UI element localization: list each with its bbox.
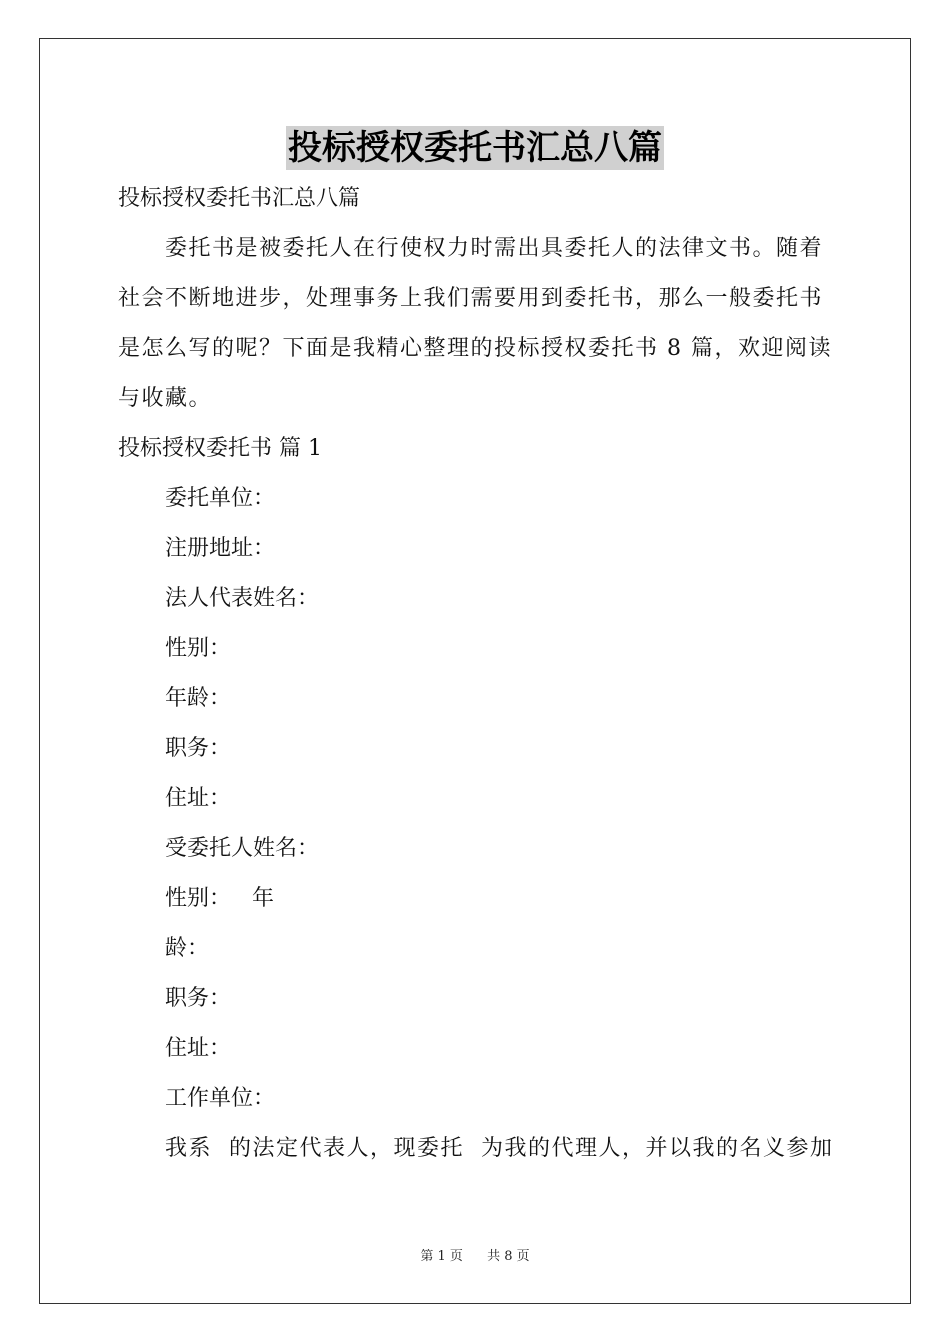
form-field-agent-gender-age: 性别： 年 [165,886,274,911]
form-field-agent-address: 住址： [165,1036,232,1061]
form-field-gender: 性别： [165,636,232,661]
section-heading: 投标授权委托书 篇 1 [118,436,322,461]
page-total: 共 8 页 [487,1249,530,1264]
form-field-registered-address: 注册地址： [165,536,276,561]
page-number: 第 1 页 [420,1249,463,1264]
form-field-legal-rep-name: 法人代表姓名： [165,586,320,611]
form-field-agent-work-unit: 工作单位： [165,1086,276,1111]
form-field-age: 年龄： [165,686,232,711]
form-field-position: 职务： [165,736,232,761]
document-subtitle: 投标授权委托书汇总八篇 [118,186,361,211]
page-footer [0,1248,950,1266]
form-field-address: 住址： [165,786,232,811]
intro-line: 社会不断地进步，处理事务上我们需要用到委托书，那么一般委托书 [118,286,824,311]
form-field-entrusting-unit: 委托单位： [165,486,276,511]
intro-line: 与收藏。 [118,386,213,411]
page-border [39,38,911,1304]
form-field-agent-name: 受委托人姓名： [165,836,320,861]
form-field-agent-position: 职务： [165,986,232,1011]
intro-line: 委托书是被委托人在行使权力时需出具委托人的法律文书。随着 [165,236,824,261]
document-title: 投标授权委托书汇总八篇 [288,128,662,168]
form-field-agent-age-cont: 龄： [165,936,210,961]
intro-line: 是怎么写的呢？下面是我精心整理的投标授权委托书 8 篇，欢迎阅读 [118,336,832,361]
document-title-block [0,126,950,170]
body-paragraph-line: 我系 的法定代表人，现委托 为我的代理人，并以我的名义参加 [165,1136,834,1161]
